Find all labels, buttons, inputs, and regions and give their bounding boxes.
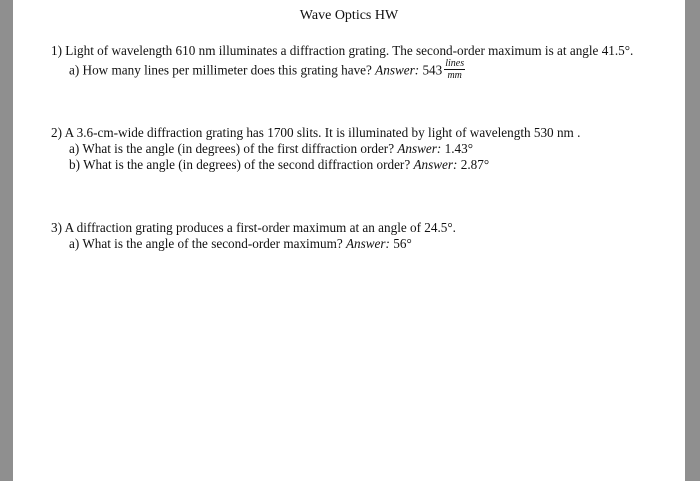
problem-text: Light of wavelength 610 nm illuminates a diffraction grating. The second-order maximum is at angle 41.5°. <box>65 43 634 58</box>
problem-3 <box>51 220 456 236</box>
part-question: What is the angle (in degrees) of the second diffraction order? <box>83 157 411 172</box>
answer-value: 1.43° <box>444 141 473 156</box>
part-label: a) <box>69 236 80 251</box>
unit-numerator: lines <box>445 58 465 69</box>
problem-text: A diffraction grating produces a first-order maximum at an angle of 24.5°. <box>64 220 456 235</box>
part-question: What is the angle (in degrees) of the first diffraction order? <box>82 141 395 156</box>
problem-1 <box>51 43 633 59</box>
problem-3-part-a <box>69 236 412 252</box>
problem-2-part-a <box>69 141 473 157</box>
part-question: What is the angle of the second-order maximum? <box>82 236 343 251</box>
answer-label: Answer: <box>397 141 442 156</box>
answer-value: 56° <box>393 236 412 251</box>
answer-unit-fraction <box>444 58 465 81</box>
answer-label: Answer: <box>413 157 458 172</box>
problem-1-part-a <box>69 60 465 83</box>
answer-value: 2.87° <box>460 157 490 172</box>
problem-number: 1) <box>51 43 62 58</box>
page-title: Wave Optics HW <box>299 8 399 23</box>
problem-2-part-b <box>69 157 489 173</box>
part-label: b) <box>69 157 80 172</box>
part-question: How many lines per millimeter does this grating have? <box>82 62 372 78</box>
part-label: a) <box>69 141 80 156</box>
problem-number: 3) <box>51 220 62 235</box>
answer-label: Answer: <box>375 62 420 78</box>
problem-text: A 3.6-cm-wide diffraction grating has 1700 slits. It is illuminated by light of wavelength 530 nm . <box>64 125 581 140</box>
unit-denominator: mm <box>447 70 462 81</box>
problem-2 <box>51 125 580 141</box>
answer-label: Answer: <box>345 236 390 251</box>
answer-value: 543 <box>422 62 443 78</box>
problem-number: 2) <box>51 125 62 140</box>
document-page <box>13 0 685 481</box>
part-label: a) <box>69 62 80 78</box>
